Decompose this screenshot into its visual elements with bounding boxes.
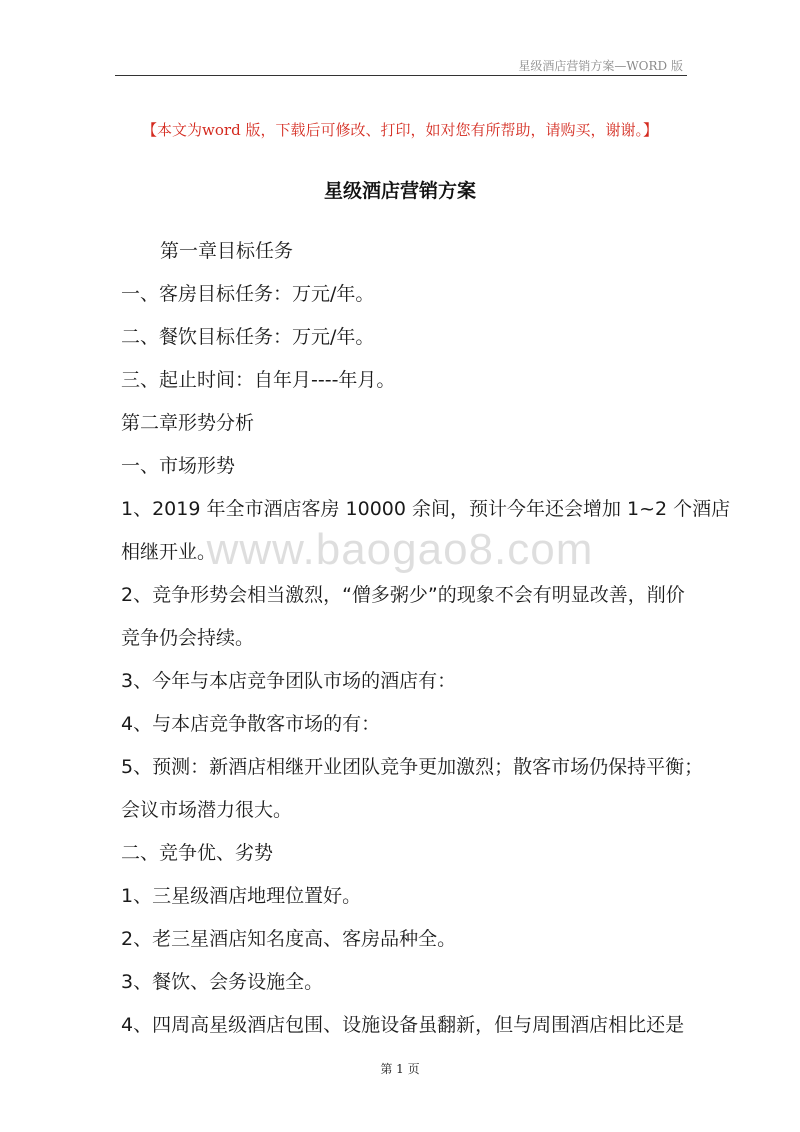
paragraph-room-target: 一、客房目标任务：万元/年。 (121, 283, 375, 305)
paragraph-dining-target: 二、餐饮目标任务：万元/年。 (121, 326, 375, 348)
paragraph-market-3: 3、今年与本店竞争团队市场的酒店有： (121, 670, 457, 692)
paragraph-advantage-4: 4、四周高星级酒店包围、设施设备虽翻新，但与周围酒店相比还是 (121, 1014, 685, 1036)
paragraph-market-2-line1: 2、竞争形势会相当激烈，“僧多粥少”的现象不会有明显改善，削价 (121, 584, 685, 606)
purchase-notice: 【本文为word 版，下载后可修改、打印，如对您有所帮助，请购买，谢谢。】 (142, 121, 658, 139)
paragraph-market-2-line2: 竞争仍会持续。 (121, 627, 255, 649)
section-heading-market: 一、市场形势 (121, 455, 236, 477)
watermark: www.baogao8.com (206, 525, 594, 574)
document-title: 星级酒店营销方案 (323, 180, 476, 202)
paragraph-market-5-line1: 5、预测：新酒店相继开业团队竞争更加激烈；散客市场仍保持平衡； (121, 756, 704, 778)
section-heading-competition: 二、竞争优、劣势 (121, 842, 274, 864)
paragraph-advantage-1: 1、三星级酒店地理位置好。 (121, 885, 362, 907)
paragraph-market-5-line2: 会议市场潜力很大。 (121, 799, 293, 821)
chapter-heading-2: 第二章形势分析 (121, 412, 255, 434)
header-divider (115, 75, 687, 76)
paragraph-advantage-3: 3、餐饮、会务设施全。 (121, 971, 324, 993)
paragraph-period: 三、起止时间：自年月----年月。 (121, 369, 396, 391)
paragraph-advantage-2: 2、老三星酒店知名度高、客房品种全。 (121, 928, 457, 950)
paragraph-market-1-line1: 1、2019 年全市酒店客房 10000 余间，预计今年还会增加 1~2 个酒店 (121, 498, 731, 520)
paragraph-market-4: 4、与本店竞争散客市场的有： (121, 713, 381, 735)
page-number: 第 1 页 (380, 1062, 420, 1076)
running-header: 星级酒店营销方案—WORD 版 (518, 59, 683, 73)
chapter-heading-1: 第一章目标任务 (160, 240, 294, 262)
paragraph-market-1-line2: 相继开业。 (121, 541, 217, 563)
